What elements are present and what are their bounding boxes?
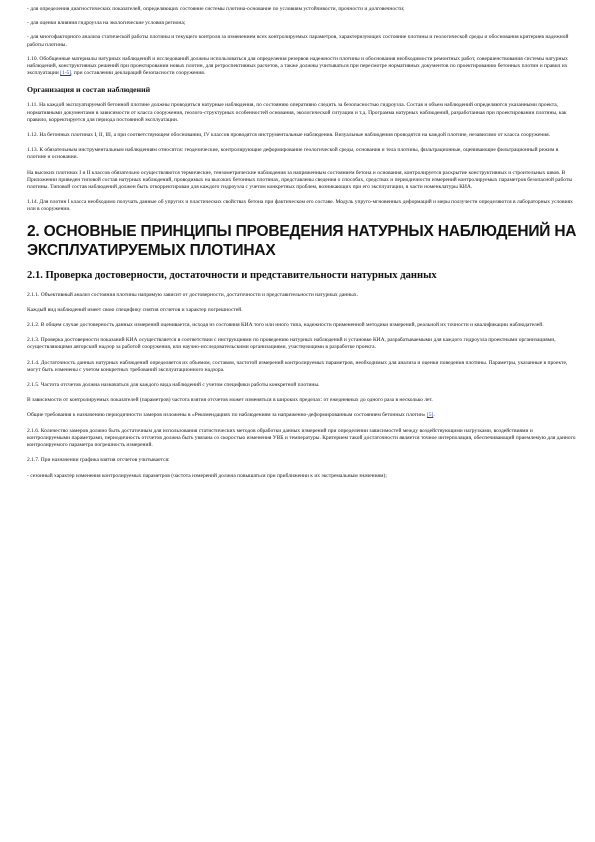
paragraph-2-1-2: 2.1.2. В общем случае достоверность данных измерений оценивается, исходя из состояния КИА того или иного типа, надежности примененной методики измерений, реальной их точности и квалификации наблюдателей.: [27, 322, 544, 329]
paragraph-1-10-tail: , при составлении деклараций безопасности сооружения.: [71, 70, 206, 77]
paragraph-1-12: 1.12. На бетонных плотинах I, II, III, а при соответствующем обосновании, IV классов проводятся инструментальные наблюдения. Визуальные наблюдения проводятся на каждой плотине, независимо от класса сооружения.: [27, 132, 551, 139]
paragraph-high-dams: На высоких плотинах I и II классов обязательно осуществляются термические, тензометрические наблюдения за напряженным состоянием бетона и основания, контролируется раскрытие конструктивных и строительных швов. В Приложении приведен типовой состав натурных наблюдений, проводимых на высоких бетонных плотинах, представлены сведения о способах, средствах и периодичности измерений контролируемых параметров безопасной работы плотины. Типовой состав наблюдений должен быть откорректирован для каждого гидроузла с учетом конкретных проблем, возникающих при его эксплуатации, в части номенклатуры КИА.: [27, 169, 573, 191]
bullet-item-2: - для оценки влияния гидроузла на экологические условия региона;: [27, 20, 186, 27]
paragraph-general-text: Общие требования к назначению периодичности замеров изложены в «Рекомендациях по наблюдениям за напряженно-деформированным состоянием бетонных плотин»: [27, 412, 427, 419]
reference-link-1-5[interactable]: [1-5]: [60, 70, 72, 77]
reference-link-5[interactable]: [5]: [426, 412, 434, 419]
bullet-item-1: - для определения диагностических показателей, определяющих состояние системы плотина-основание по условиям устойчивости, прочности и долговечности;: [27, 6, 405, 12]
paragraph-specifics: Каждый вид наблюдений имеет свою специфику снятия отсчетов и характер погрешностей.: [27, 306, 243, 313]
paragraph-2-1-4: 2.1.4. Достаточность данных натурных наблюдений определяется их объемом, составом, частотой измерений контролируемых параметров, необходимых для анализа и оценки поведения плотины. Параметры, указанные в проекте, могут быть изменены с учетом конкретных требований эксплуатационного надзора.: [27, 359, 568, 373]
paragraph-2-1-6: 2.1.6. Количество замеров должно быть достаточным для использования статистических методов обработки данных измерений при определении зависимостей между воздействующими нагрузками, воздействиями и контролируемыми параметрами, периодичность отсчетов должна быть увязана со скоростью изменения УВБ и температуры. Критерием такой достаточности является точное интерполяция, обеспечивающий приемлемую для данного контролируемого параметра погрешность измерений.: [27, 427, 576, 449]
paragraph-general-tail: .: [433, 412, 435, 419]
paragraph-2-1-3: 2.1.3. Проверка достоверности показаний КИА осуществляется в соответствии с инструкциями по проведению натурных наблюдений и установке КИА, разрабатываемыми для каждого гидроузла проектными организациями, осуществляющими авторский надзор за работой сооружения, или научно-исследовательскими организациями, участвующими в разработке проекта.: [27, 337, 556, 351]
bullet-item-3: - для многофакторного анализа статической работы плотины и текущего контроля за изменением всех контролируемых параметров, характеризующих состояние плотины и геологической среды и обоснования критериев надежной работы плотины.: [27, 34, 569, 48]
paragraph-1-13: 1.13. К обязательным инструментальным наблюдениям относятся: геодезические, контролирующие деформирование геологической среды, основания и тела плотины, фильтрационные, оценивающие фильтрационный режим в плотине и основании.: [27, 147, 559, 161]
paragraph-2-1-5: 2.1.5. Частота отсчетов должна назначаться для каждого вида наблюдений с учетом специфики работы конкретной плотины.: [27, 382, 320, 389]
paragraph-1-10: [27, 56, 577, 78]
paragraph-2-1-7: 2.1.7. При назначении графика взятия отсчетов учитывается:: [27, 457, 170, 464]
paragraph-1-14: 1.14. Для плотин I класса необходимо получать данные об упругих и пластических свойствах бетона при фактическом его составе. Модуль упруго-мгновенных деформаций и меры ползучести определяются в лабораторных условиях или в сооружении.: [27, 199, 573, 213]
top-bullet-list: [27, 6, 577, 49]
paragraph-2-1-1: 2.1.1. Объективный анализ состояния плотины напрямую зависит от достоверности, достаточности и представительности натурных данных.: [27, 291, 358, 298]
bullet-seasonal: - сезонный характер изменения контролируемых параметров (частота измерений должна повышаться при приближении к их экстремальным значениям);: [27, 472, 387, 479]
subsection-heading-2-1: 2.1. Проверка достоверности, достаточности и представительности натурных данных: [27, 269, 437, 281]
subheading-organization: Организация и состав наблюдений: [27, 85, 151, 95]
paragraph-general-requirements: [27, 412, 577, 419]
section-heading-2: 2. ОСНОВНЫЕ ПРИНЦИПЫ ПРОВЕДЕНИЯ НАТУРНЫХ НАБЛЮДЕНИЙ НА ЭКСПЛУАТИРУЕМЫХ ПЛОТИНАХ: [27, 222, 577, 259]
paragraph-1-10-text: 1.10. Обобщенные материалы натурных наблюдений и исследований должны использоваться для определения резервов надежности плотины и обоснования необходимости ремонтных работ, совершенствования системы натурных наблюдений, конструктивных решений при проектировании новых плотин, для ретроспективных расчетов, а также должны учитываться при пересмотре нормативных документов по проектированию бетонных плотин и правил их эксплуатации: [27, 55, 568, 77]
paragraph-1-11: 1.11. На каждой эксплуатируемой бетонной плотине должны проводиться натурные наблюдения, по состоянию оперативно следить за безопасностью гидроузла. Состав и объем наблюдений определяются указанными проекта, нормативными документами в зависимости от класса сооружения, геолого-структурных особенностей основания, экологической ситуации и т.д. Программа натурных наблюдений, разработанная при проектировании плотины, как правило, корректируется для периода постоянной эксплуатации.: [27, 102, 567, 123]
paragraph-frequency-range: В зависимости от контролируемых показателей (параметров) частота взятия отсчетов может изменяться в широких пределах: от ежедневных до одного раза в несколько лет.: [27, 397, 433, 404]
